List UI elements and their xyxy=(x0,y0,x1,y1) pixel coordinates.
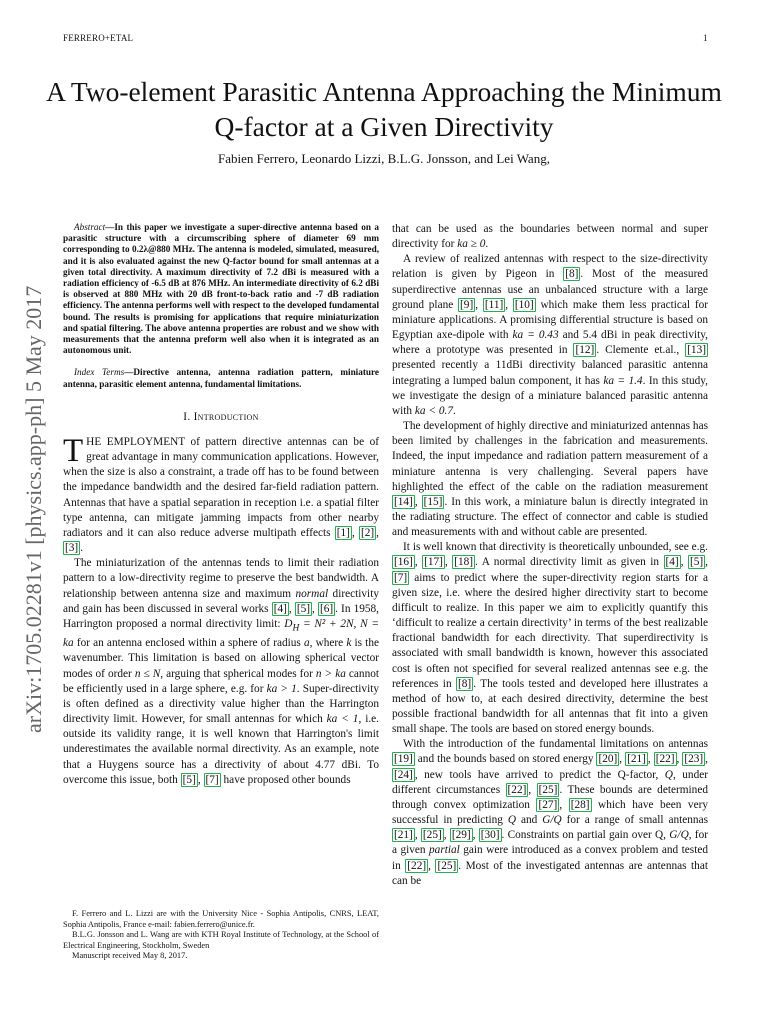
text-run: cannot be efficiently used in a large sphere, e.g. for xyxy=(63,667,380,695)
citation-link[interactable]: [25] xyxy=(422,829,442,842)
math: ka < 1 xyxy=(326,713,359,726)
text-run: , where xyxy=(309,637,347,650)
math: ka > 1 xyxy=(266,682,297,695)
footnote-received: Manuscript received May 8, 2017. xyxy=(72,951,188,961)
citation-link[interactable]: [20] xyxy=(598,753,618,766)
citation-link[interactable]: [29] xyxy=(451,829,471,842)
intro-paragraph-1: THE EMPLOYMENT of pattern directive antennas can be of great advantage in many communication applications. However, when the size is also a constraint, a trade off has to be found between the impedance bandwidth and the desired far-field radiation pattern. Antennas that have a spatial separation in reception i.e. a spatial filter type antenna, can mitigate jamming impacts from other nearby radiators and it can also reduce adverse multipath effects [1] , [2] , [3] . xyxy=(63,433,379,555)
footnote xyxy=(63,909,379,962)
intro-paragraph-3: A review of realized antennas with respect to the size-directivity relation is given by Pigeon in [8] . Most of the measured superdirective antennas use an unbalanced structure with a large ground plane [9] , [11] , [10] which make them less practical for miniature applications. A promising differential structure is based on Egyptian axe-dipole with ka = 0.43 and 5.4 dBi in peak directivity, where a prototype was presented in [12] . Clemente et.al., [13] presented recently a 11dBi directivity balanced parasitic antenna integrating a lumped balun component, it has ka = 1.4. In this study, we investigate the design of a miniature balanced parasitic antenna with ka < 0.7. xyxy=(392,253,709,417)
text-run: for a range of small antennas xyxy=(561,814,708,827)
citation-link[interactable]: [22] xyxy=(507,783,527,796)
math: n > ka xyxy=(315,667,346,680)
running-head: FERRERO+ETAL xyxy=(63,33,134,43)
emphasis: normal xyxy=(295,587,329,600)
citation-link[interactable]: [4] xyxy=(665,556,679,569)
citation-link[interactable]: [4] xyxy=(273,602,287,615)
text-run: The miniaturization of the antennas tends to limit their radiation pattern to a low-directivity regime to preserve the best bandwidth. A relationship between antenna size and maximum xyxy=(63,557,379,600)
citation-link[interactable]: [8] xyxy=(458,677,472,690)
text-run: HE EMPLOYMENT of pattern directive antennas can be of great advantage in many communication applications. However, when the size is also a constraint, a trade off has to be found between the impedance bandwidth and the desired far-field radiation pattern. Antennas that have a spatial separation in reception i.e. a spatial filter type antenna, can mitigate jamming impacts from other nearby radiators and it can also reduce adverse multipath effects xyxy=(63,436,379,539)
author-list: Fabien Ferrero, Leonardo Lizzi, B.L.G. Jonsson, and Lei Wang, xyxy=(218,151,550,166)
text-run: gain were introduced as a convex problem and tested in xyxy=(392,844,708,872)
citation-link[interactable]: [17] xyxy=(424,556,443,569)
intro-paragraph-5: It is well known that directivity is theoretically unbounded, see e.g. [16] , [17] , [18] . A normal directivity limit as given in [4] , [5] , [7] aims to predict where the super-directivity region starts for a given size, i.e. where the desired higher directivity start to become difficult to realize. In this paper we aim to explicitly quantify this ‘difficult to realize a certain directivity’ in terms of the best realizable fractional bandwidth for each directivity. That superdirectivity is associated with small bandwidth is known, however this associated cost is often not specified for several realized antennas see e.g. the references in [8] . The tools tested and developed here illustrates a method of how to, at each desired directivity, determine the best possible fractional bandwidth for all antennas that fit into a given small shape. The tools are based on stored energy bounds. xyxy=(392,541,708,736)
citation-link[interactable]: [5] xyxy=(689,556,704,569)
text-run: , i.e. outside its validity range, it is well known that Harrington's limit underestimates the available normal directivity. As an example, note that a Huygens source has a directivity of about 4.77 dBi. To overcome this issue, both xyxy=(63,713,379,786)
abstract-lead: Abstract xyxy=(74,222,106,232)
text-run: . Clemente et.al., xyxy=(596,344,686,357)
math: G/Q xyxy=(669,829,689,842)
footnote-affiliation-1: F. Ferrero and L. Lizzi are with the University Nice - Sophia Antipolis, CNRS, LEAT, Sophia Antipolis, France e-mail: fabien.ferrero@unice.fr. xyxy=(63,909,379,929)
citation-link[interactable]: [9] xyxy=(460,298,474,311)
index-terms-lead: Index Terms xyxy=(74,367,125,378)
citation-link[interactable]: [7] xyxy=(394,571,408,584)
paper-title: A Two-element Parasitic Antenna Approaching the Minimum Q-factor at a Given Directivity xyxy=(46,76,722,142)
citation-link[interactable]: [14] xyxy=(394,495,413,508)
intro-paragraph-6: With the introduction of the fundamental limitations on antennas [19] and the bounds based on stored energy [20] , [21] , [22] , [23] , [24] , new tools have arrived to predict the Q-factor, Q, under different circumstances [22] , [25] . These bounds are determined through convex optimization [27] , [28] which have been very successful in predicting Q and G/Q for a range of small antennas [21] , [25] , [29] , [30] . Constraints on partial gain over Q, G/Q, for a given partial gain were introduced as a convex problem and tested in [22] , [25] . Most of the investigated antennas are antennas that can be xyxy=(392,738,708,887)
math-subscript: H xyxy=(292,623,300,634)
citation-link[interactable]: [7] xyxy=(205,773,219,786)
text-run: presented recently a 11dBi directivity balanced parasitic antenna integrating a lumped balun component, it has xyxy=(392,359,708,387)
math: a xyxy=(303,637,310,650)
citation-link[interactable]: [6] xyxy=(319,602,334,615)
text-run: for an antenna enclosed within a sphere of radius xyxy=(73,637,304,650)
citation-link[interactable]: [19] xyxy=(394,753,413,766)
right-column xyxy=(392,222,708,889)
text-run: . These bounds are determined through convex optimization xyxy=(392,783,708,811)
text-run: . In this study, we investigate the design of a miniature balanced parasitic antenna with xyxy=(392,374,709,417)
citation-link[interactable]: [15] xyxy=(423,495,443,508)
text-run: have proposed other bounds xyxy=(220,773,351,786)
citation-link[interactable]: [10] xyxy=(514,298,534,311)
citation-link[interactable]: [3] xyxy=(65,542,79,555)
left-column xyxy=(63,222,379,788)
citation-link[interactable]: [16] xyxy=(394,556,413,569)
math: ka = 1.4 xyxy=(603,374,643,387)
section-numeral: I. xyxy=(183,410,191,423)
citation-link[interactable]: [5] xyxy=(296,602,310,615)
citation-link[interactable]: [8] xyxy=(565,268,579,281)
text-run: . Most of the investigated antennas are antennas that can be xyxy=(392,859,708,887)
citation-link[interactable]: [27] xyxy=(538,798,558,811)
emphasis: partial xyxy=(429,844,460,857)
math: ka = 0.43 xyxy=(512,329,559,342)
math: ka ≥ 0 xyxy=(457,238,486,251)
text-run: and xyxy=(516,814,543,827)
text-run: . The tools tested and developed here illustrates a method of how to, at each desired directivity, determine the best possible fractional bandwidth for all antennas that fit into a given small shape. The tools are based on stored energy bounds. xyxy=(392,677,708,736)
math: ka < 0.7 xyxy=(414,404,453,417)
math: Q xyxy=(507,814,517,827)
citation-link[interactable]: [25] xyxy=(538,783,558,796)
math: n ≤ N xyxy=(134,667,161,680)
math: = N² + 2N, N = ka xyxy=(63,617,379,650)
text-run: . xyxy=(80,542,84,555)
text-run: . Constraints on partial gain over Q, xyxy=(501,829,670,842)
arxiv-identifier: arXiv:1705.02281v1 [physics.app-ph] 5 May 2017 xyxy=(21,285,46,733)
abstract-text: —In this paper we investigate a super-directive antenna based on a parasitic structure with a circumscribing sphere of diameter 69 mm corresponding to 0.2λ@880 MHz. The antenna is modeled, simulated, measured, and it is also evaluated against the new Q-factor bound for small antennas at a given total directivity. A maximum directivity of 7.2 dBi is measured with a radiation efficiency of -6.5 dB at 876 MHz. An intermediate directivity of 6.2 dBi is observed at 880 MHz with 20 dB front-to-back ratio and -7 dB radiation efficiency. The antenna performs well with respect to the developed fundamental bound. The results is promising for applications that require miniaturization and spatial filtering. The above antenna properties are robust and we show with measurements that the antenna preform well also when it is integrated as an autonomous unit. xyxy=(63,222,379,356)
text-run: . xyxy=(452,404,456,417)
math: Q xyxy=(664,768,673,781)
text-run: . In 1958, Harrington proposed a normal directivity limit: xyxy=(63,602,379,630)
citation-link[interactable]: [13] xyxy=(687,344,706,357)
citation-link[interactable]: [21] xyxy=(627,753,646,766)
math: k xyxy=(346,637,352,650)
text-run: . In this work, a miniature balun is directly integrated in the radiating structure. The effect of connector and cable is studied and measurements with and without cable are presented. xyxy=(392,495,708,539)
text-run: and 5.4 dBi in peak directivity, where a prototype was presented in xyxy=(392,329,708,357)
footnote-affiliation-2: B.L.G. Jonsson and L. Wang are with KTH Royal Institute of Technology, at the School of Electrical Engineering, Stockholm, Sweden xyxy=(63,930,379,950)
text-run: , arguing that spherical modes for xyxy=(160,667,316,680)
text-run: . A normal directivity limit as given in xyxy=(475,556,664,569)
abstract xyxy=(63,222,379,356)
section-heading-introduction xyxy=(63,410,379,425)
text-run: . Most of the measured superdirective antennas use an unbalanced structure with a large ground plane xyxy=(392,268,708,311)
text-run: that can be used as the boundaries between normal and super directivity for xyxy=(392,223,708,251)
citation-link[interactable]: [23] xyxy=(684,753,704,766)
text-run: A review of realized antennas with respect to the size-directivity relation is given by Pigeon in xyxy=(392,253,708,281)
citation-link[interactable]: [1] xyxy=(336,526,350,539)
section-title: Introduction xyxy=(193,410,259,423)
citation-link[interactable]: [2] xyxy=(360,526,375,539)
citation-link[interactable]: [18] xyxy=(454,556,474,569)
text-run: The development of highly directive and miniaturized antennas has been limited by challenges in the fabrication and measurements. Indeed, the input impedance and radiation pattern measurement of a miniature antenna is very challenging. Several papers have highlighted the effect of the cable on the radiation measurement xyxy=(392,420,708,493)
text-run: , under different circumstances xyxy=(392,768,708,796)
citation-link[interactable]: [5] xyxy=(182,773,196,786)
math: D xyxy=(284,617,293,630)
citation-link[interactable]: [11] xyxy=(484,298,504,311)
text-run: which have been very successful in predicting xyxy=(392,798,708,827)
citation-link[interactable]: [28] xyxy=(570,798,590,811)
citation-link[interactable]: [21] xyxy=(394,829,413,842)
math: G/Q xyxy=(542,814,562,827)
citation-link[interactable]: [22] xyxy=(655,753,675,766)
text-run: . Super-directivity is often defined as a directivity value higher than the Harrington directivity limit. However, for small antennas for which xyxy=(63,682,380,726)
text-run: . xyxy=(485,238,489,251)
citation-link[interactable]: [12] xyxy=(575,344,595,357)
text-run: which make them less practical for miniature applications. A promising differential structure is based on Egyptian axe-dipole with xyxy=(392,298,708,342)
intro-paragraph-2: The miniaturization of the antennas tends to limit their radiation pattern to a low-directivity regime to preserve the best bandwidth. A relationship between antenna size and maximum normal directivity and gain has been discussed in several works [4] , [5] , [6] . In 1958, Harrington proposed a normal directivity limit: $D_H = N^2 + 2N$, N = ka for an antenna enclosed within a sphere of radius a, where k is the wavenumber. This limitation is based on allowing spherical vector modes of order n ≤ N, arguing that spherical modes for n > ka cannot be efficiently used in a large sphere, e.g. for ka > 1. Super-directivity is often defined as a directivity value higher than the Harrington directivity limit. However, for small antennas for which ka < 1, i.e. outside its validity range, it is well known that Harrington's limit underestimates the available normal directivity. As an example, note that a Huygens source has a directivity of about 4.77 dBi. To overcome this issue, both [5] , [7] have proposed other bounds xyxy=(63,557,380,786)
text-run: directivity and gain has been discussed in several works xyxy=(63,587,379,615)
text-run: , for a given xyxy=(392,829,708,857)
text-run: is the wavenumber. This limitation is based on allowing spherical vector modes of order xyxy=(63,637,379,680)
citation-link[interactable]: [30] xyxy=(480,829,500,842)
citation-link[interactable]: [24] xyxy=(394,768,413,781)
text-run: , new tools have arrived to predict the Q-factor, xyxy=(414,768,665,781)
index-terms-text: —Directive antenna, antenna radiation pattern, miniature antenna, parasitic element antenna, fundamental limitations. xyxy=(63,367,379,389)
citation-link[interactable]: [22] xyxy=(407,859,427,872)
text-run: With the introduction of the fundamental limitations on antennas xyxy=(403,738,708,751)
text-run: and the bounds based on stored energy xyxy=(414,753,597,766)
intro-paragraph-continued xyxy=(392,222,708,252)
intro-paragraph-4: The development of highly directive and miniaturized antennas has been limited by challenges in the fabrication and measurements. Indeed, the input impedance and radiation pattern measurement of a miniature antenna is very challenging. Several papers have highlighted the effect of the cable on the radiation measurement [14] , [15] . In this work, a miniature balun is directly integrated in the radiating structure. The effect of connector and cable is studied and measurements with and without cable are presented. xyxy=(392,420,708,539)
text-run: It is well known that directivity is theoretically unbounded, see e.g. xyxy=(403,541,708,554)
index-terms xyxy=(63,367,379,389)
citation-link[interactable]: [25] xyxy=(437,859,457,872)
page-number: 1 xyxy=(703,33,708,43)
drop-cap: T xyxy=(63,433,84,469)
text-run: aims to predict where the super-directivity region starts for a given size, i.e. where the desired higher directivity start to become difficult to realize. In this paper we aim to explicitly quantify this ‘difficult to realize a certain directivity’ in terms of the best realizable fractional bandwidth for each directivity. That superdirectivity is associated with small bandwidth is known, however this associated cost is often not specified for several realized antennas see e.g. the references in xyxy=(392,571,708,690)
